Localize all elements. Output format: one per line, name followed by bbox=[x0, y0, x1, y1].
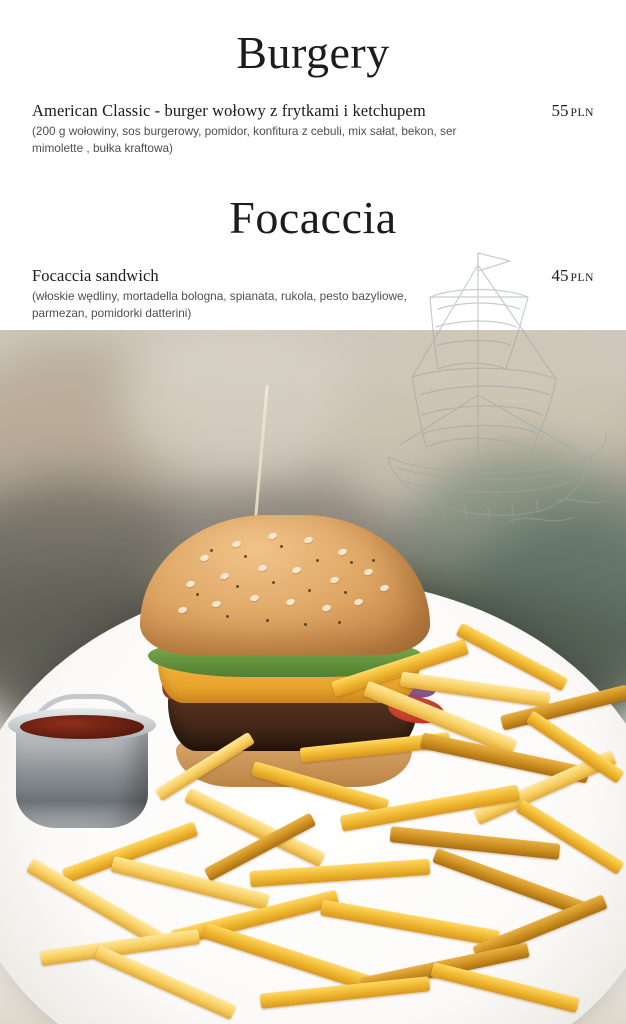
menu-item-description: (włoskie wędliny, mortadella bologna, spianata, rukola, pesto bazyliowe, parmezan, pomidorki datterini) bbox=[32, 289, 407, 321]
menu-item-price bbox=[551, 266, 594, 286]
menu-item-header bbox=[32, 266, 594, 286]
menu-item-name: American Classic - burger wołowy z frytkami i ketchupem bbox=[32, 101, 426, 120]
menu-item-description: (200 g wołowiny, sos burgerowy, pomidor, konfitura z cebuli, mix sałat, bekon, ser mimolette , bułka kraftowa) bbox=[32, 124, 457, 156]
menu-item-name: Focaccia sandwich bbox=[32, 266, 159, 286]
menu-item bbox=[0, 101, 626, 157]
menu-content bbox=[0, 0, 626, 322]
menu-item-header bbox=[32, 101, 594, 121]
section-title-burgery: Burgery bbox=[236, 27, 390, 78]
price-value: 45 bbox=[551, 266, 569, 286]
section-title-focaccia: Focaccia bbox=[229, 192, 397, 244]
menu-item bbox=[0, 266, 626, 322]
price-currency: PLN bbox=[570, 107, 594, 119]
price-currency: PLN bbox=[570, 272, 594, 285]
french-fries bbox=[0, 630, 626, 1024]
price-value: 55 bbox=[551, 101, 569, 120]
menu-item-price bbox=[551, 101, 594, 121]
